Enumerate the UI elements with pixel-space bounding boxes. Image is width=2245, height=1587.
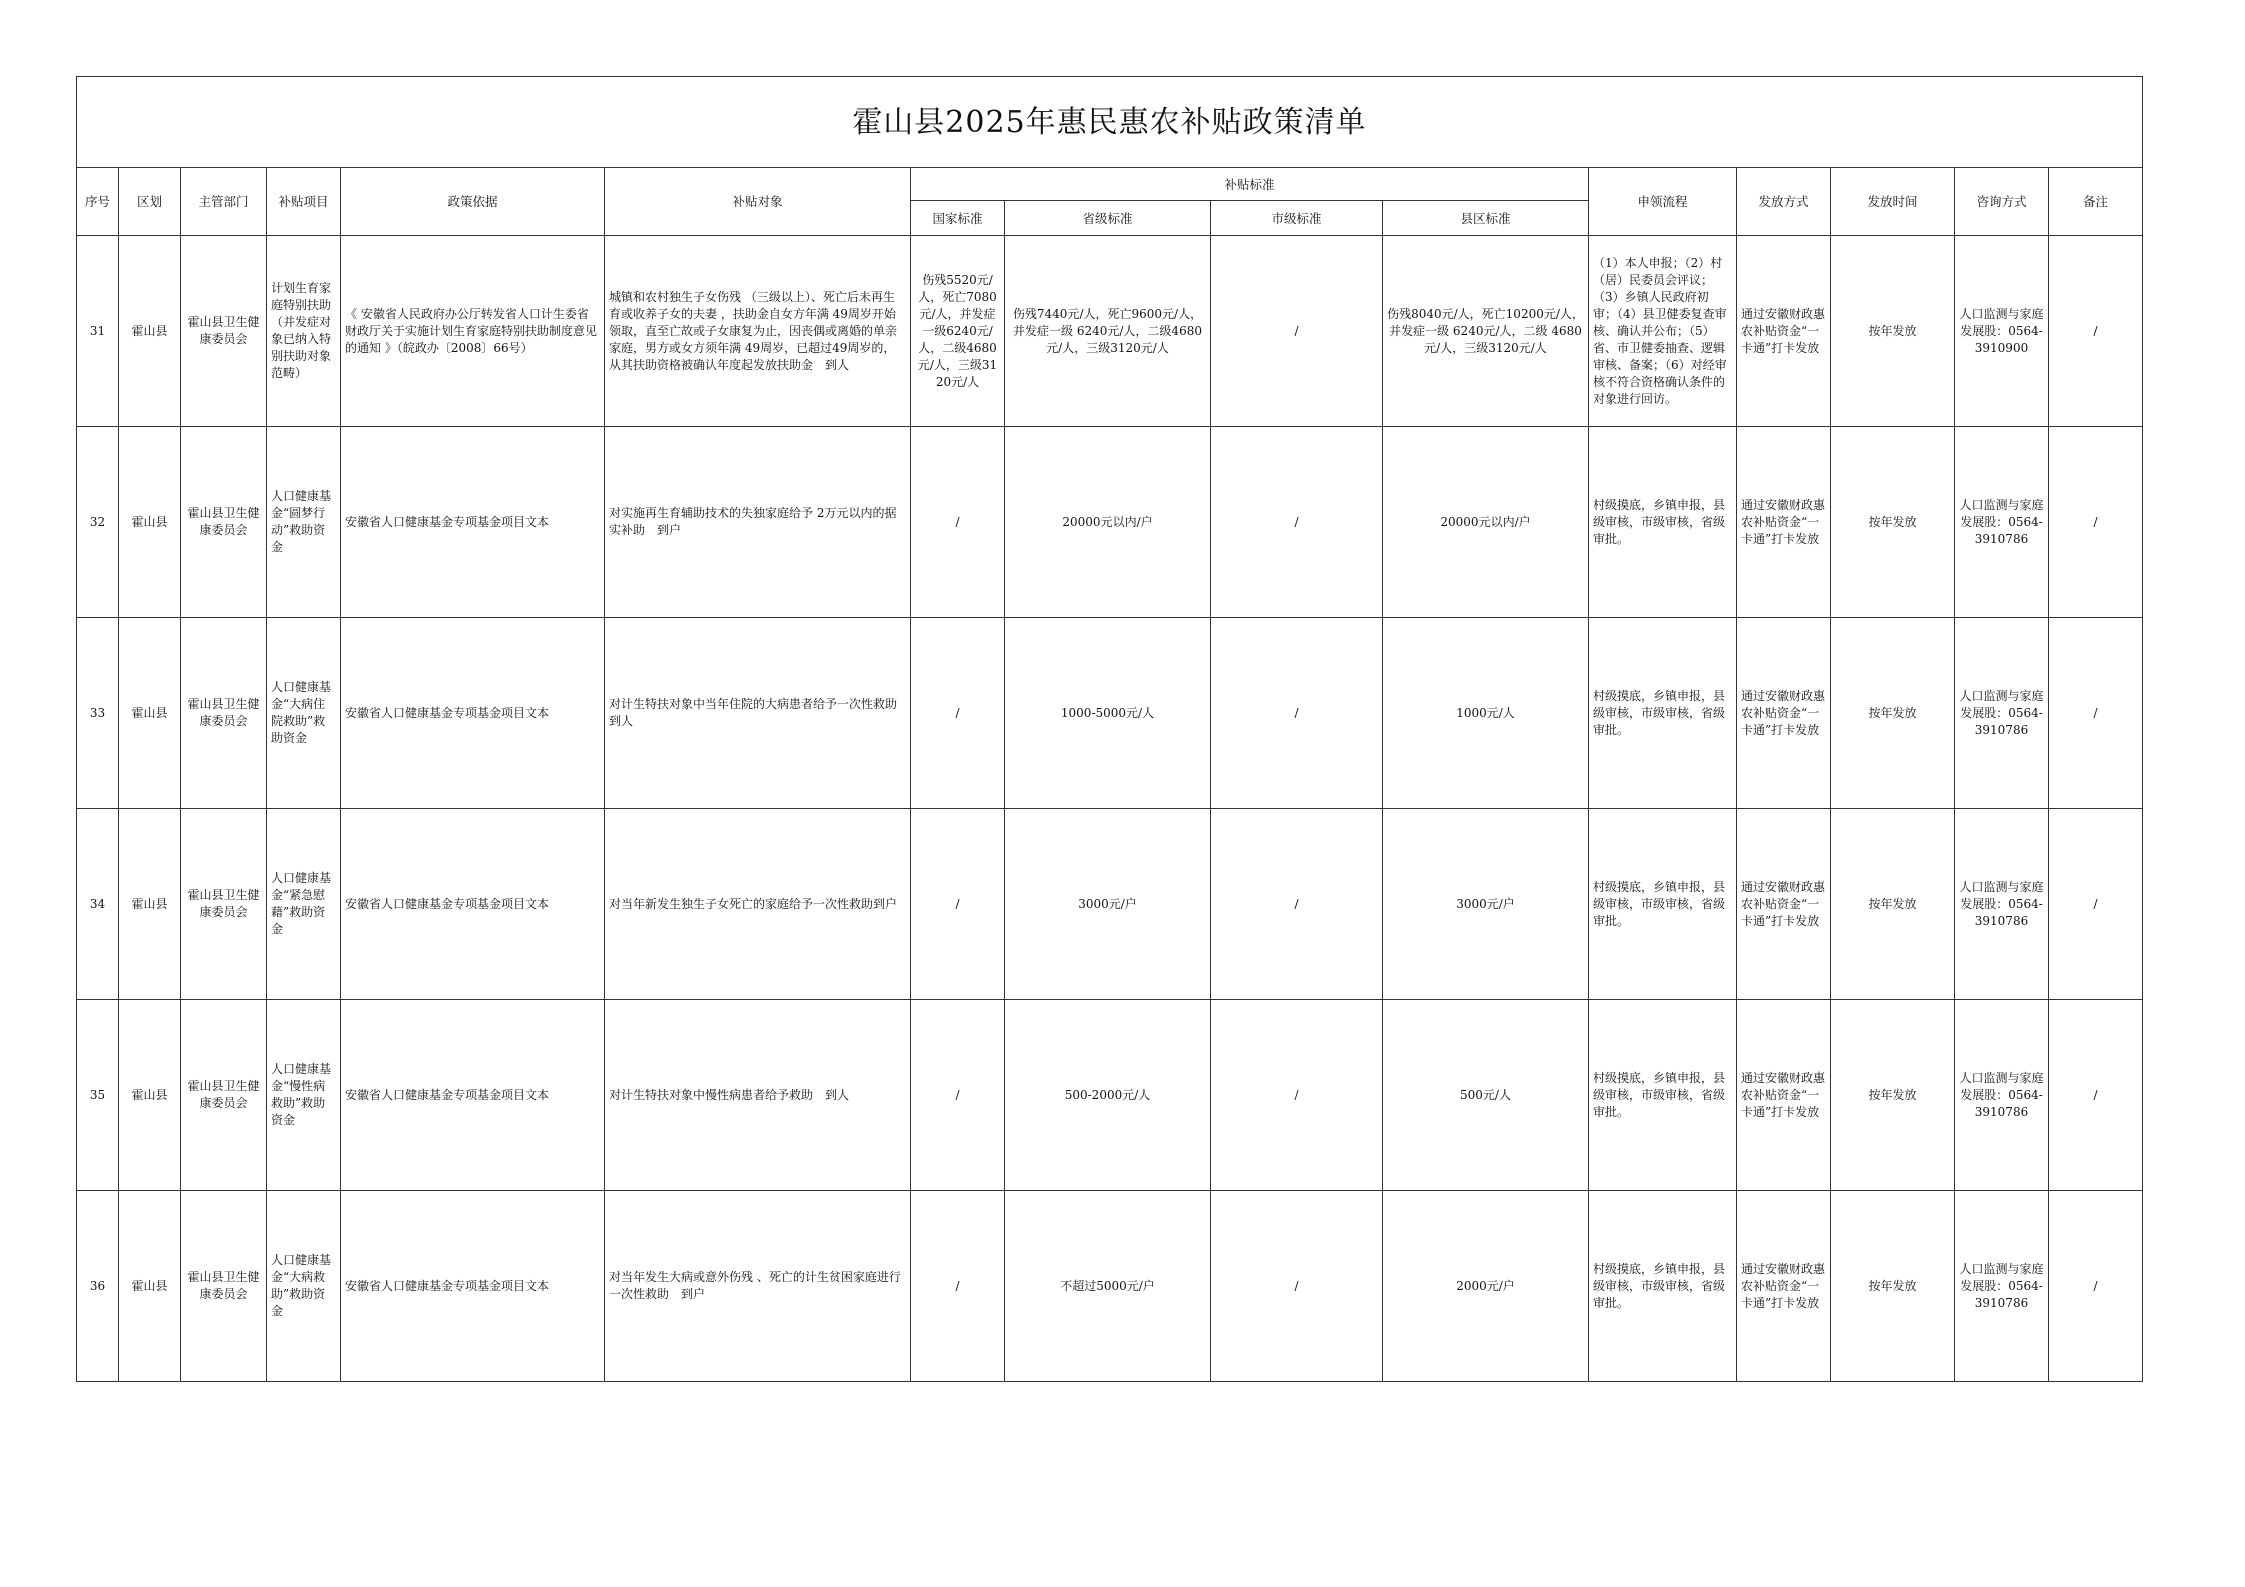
header-district: 区划: [119, 168, 181, 236]
header-department: 主管部门: [181, 168, 267, 236]
cell-index: 35: [77, 1000, 119, 1191]
cell-standard-national: /: [911, 427, 1005, 618]
cell-district: 霍山县: [119, 809, 181, 1000]
cell-project: 人口健康基金“大病住院救助”救助资金: [267, 618, 341, 809]
cell-contact: 人口监测与家庭发展股：0564-3910786: [1955, 809, 2049, 1000]
cell-department: 霍山县卫生健康委员会: [181, 236, 267, 427]
cell-project: 人口健康基金“大病救助”救助资金: [267, 1191, 341, 1382]
cell-contact: 人口监测与家庭发展股：0564-3910786: [1955, 427, 2049, 618]
cell-standard-city: /: [1211, 809, 1383, 1000]
cell-standard-county: 2000元/户: [1383, 1191, 1589, 1382]
header-time: 发放时间: [1831, 168, 1955, 236]
cell-index: 36: [77, 1191, 119, 1382]
cell-method: 通过安徽财政惠农补贴资金“一卡通”打卡发放: [1737, 1000, 1831, 1191]
cell-contact: 人口监测与家庭发展股：0564-3910786: [1955, 618, 2049, 809]
cell-note: /: [2049, 809, 2143, 1000]
cell-target: 对计生特扶对象中慢性病患者给予救助 到人: [605, 1000, 911, 1191]
cell-process: 村级摸底，乡镇申报，县级审核，市级审核，省级审批。: [1589, 1000, 1737, 1191]
cell-standard-national: /: [911, 618, 1005, 809]
cell-standard-city: /: [1211, 618, 1383, 809]
header-target: 补贴对象: [605, 168, 911, 236]
header-note: 备注: [2049, 168, 2143, 236]
page-title: 霍山县2025年惠民惠农补贴政策清单: [77, 77, 2143, 168]
table-body: [77, 236, 2143, 1382]
cell-department: 霍山县卫生健康委员会: [181, 1000, 267, 1191]
cell-index: 34: [77, 809, 119, 1000]
cell-time: 按年发放: [1831, 236, 1955, 427]
cell-process: （1）本人申报；（2）村（居）民委员会评议；（3）乡镇人民政府初审；（4）县卫健委复查审核、确认并公布；（5）省、市卫健委抽查、逻辑审核、备案；（6）对经审核不符合资格确认条件的对象进行回访。: [1589, 236, 1737, 427]
cell-project: 计划生育家庭特别扶助（并发症对象已纳入特别扶助对象范畴）: [267, 236, 341, 427]
cell-standard-county: 伤残8040元/人，死亡10200元/人，并发症一级 6240元/人，二级 4680元/人，三级3120元/人: [1383, 236, 1589, 427]
cell-district: 霍山县: [119, 427, 181, 618]
cell-index: 31: [77, 236, 119, 427]
cell-basis: 安徽省人口健康基金专项基金项目文本: [341, 1000, 605, 1191]
cell-project: 人口健康基金“紧急慰藉”救助资金: [267, 809, 341, 1000]
cell-method: 通过安徽财政惠农补贴资金“一卡通”打卡发放: [1737, 618, 1831, 809]
cell-contact: 人口监测与家庭发展股：0564-3910786: [1955, 1191, 2049, 1382]
header-standard-national: 国家标准: [911, 201, 1005, 236]
cell-time: 按年发放: [1831, 809, 1955, 1000]
header-index: 序号: [77, 168, 119, 236]
header-standard-county: 县区标准: [1383, 201, 1589, 236]
cell-index: 33: [77, 618, 119, 809]
cell-note: /: [2049, 1191, 2143, 1382]
cell-time: 按年发放: [1831, 427, 1955, 618]
policy-table: [76, 76, 2143, 1382]
cell-standard-city: /: [1211, 1191, 1383, 1382]
cell-standard-county: 20000元以内/户: [1383, 427, 1589, 618]
cell-standard-provincial: 3000元/户: [1005, 809, 1211, 1000]
cell-process: 村级摸底，乡镇申报，县级审核，市级审核，省级审批。: [1589, 1191, 1737, 1382]
cell-note: /: [2049, 236, 2143, 427]
cell-project: 人口健康基金“慢性病救助”救助资金: [267, 1000, 341, 1191]
cell-method: 通过安徽财政惠农补贴资金“一卡通”打卡发放: [1737, 427, 1831, 618]
policy-sheet: [76, 76, 2142, 1382]
cell-project: 人口健康基金“圆梦行动”救助资金: [267, 427, 341, 618]
cell-time: 按年发放: [1831, 1191, 1955, 1382]
cell-basis: 《 安徽省人民政府办公厅转发省人口计生委省财政厅关于实施计划生育家庭特别扶助制度意见的通知 》（皖政办〔2008〕66号）: [341, 236, 605, 427]
cell-process: 村级摸底，乡镇申报，县级审核，市级审核，省级审批。: [1589, 809, 1737, 1000]
cell-target: 城镇和农村独生子女伤残 （三级以上）、死亡后未再生育或收养子女的夫妻 ，扶助金自女方年满 49周岁开始领取，直至亡故或子女康复为止，因丧偶或离婚的单亲家庭，男方或女方须年满 49周岁，已超过49周岁的，从其扶助资格被确认年度起发放扶助金 到人: [605, 236, 911, 427]
table-row: [77, 236, 2143, 427]
cell-contact: 人口监测与家庭发展股：0564-3910786: [1955, 1000, 2049, 1191]
cell-method: 通过安徽财政惠农补贴资金“一卡通”打卡发放: [1737, 809, 1831, 1000]
cell-basis: 安徽省人口健康基金专项基金项目文本: [341, 1191, 605, 1382]
cell-index: 32: [77, 427, 119, 618]
cell-standard-national: 伤残5520元/人，死亡7080元/人，并发症一级6240元/人，二级4680元/人，三级3120元/人: [911, 236, 1005, 427]
cell-standard-county: 1000元/人: [1383, 618, 1589, 809]
cell-standard-city: /: [1211, 1000, 1383, 1191]
header-process: 申领流程: [1589, 168, 1737, 236]
cell-note: /: [2049, 1000, 2143, 1191]
cell-target: 对当年新发生独生子女死亡的家庭给予一次性救助到户: [605, 809, 911, 1000]
cell-contact: 人口监测与家庭发展股：0564-3910900: [1955, 236, 2049, 427]
table-row: [77, 1000, 2143, 1191]
header-standard-city: 市级标准: [1211, 201, 1383, 236]
cell-target: 对实施再生育辅助技术的失独家庭给予 2万元以内的据实补助 到户: [605, 427, 911, 618]
cell-note: /: [2049, 427, 2143, 618]
table-row: [77, 618, 2143, 809]
cell-method: 通过安徽财政惠农补贴资金“一卡通”打卡发放: [1737, 1191, 1831, 1382]
cell-standard-county: 500元/人: [1383, 1000, 1589, 1191]
header-standard-provincial: 省级标准: [1005, 201, 1211, 236]
cell-time: 按年发放: [1831, 618, 1955, 809]
cell-department: 霍山县卫生健康委员会: [181, 427, 267, 618]
cell-target: 对计生特扶对象中当年住院的大病患者给予一次性救助 到人: [605, 618, 911, 809]
cell-standard-national: /: [911, 1191, 1005, 1382]
header-contact: 咨询方式: [1955, 168, 2049, 236]
header-standard-group: 补贴标准: [911, 168, 1589, 201]
header-method: 发放方式: [1737, 168, 1831, 236]
cell-standard-city: /: [1211, 236, 1383, 427]
cell-target: 对当年发生大病或意外伤残 、死亡的计生贫困家庭进行一次性救助 到户: [605, 1191, 911, 1382]
cell-district: 霍山县: [119, 618, 181, 809]
cell-department: 霍山县卫生健康委员会: [181, 809, 267, 1000]
cell-note: /: [2049, 618, 2143, 809]
table-row: [77, 1191, 2143, 1382]
cell-basis: 安徽省人口健康基金专项基金项目文本: [341, 618, 605, 809]
cell-standard-provincial: 不超过5000元/户: [1005, 1191, 1211, 1382]
cell-standard-provincial: 伤残7440元/人，死亡9600元/人，并发症一级 6240元/人，二级4680元/人，三级3120元/人: [1005, 236, 1211, 427]
cell-department: 霍山县卫生健康委员会: [181, 1191, 267, 1382]
cell-standard-city: /: [1211, 427, 1383, 618]
cell-district: 霍山县: [119, 1191, 181, 1382]
cell-time: 按年发放: [1831, 1000, 1955, 1191]
table-header-row: [77, 168, 2143, 201]
cell-standard-county: 3000元/户: [1383, 809, 1589, 1000]
cell-district: 霍山县: [119, 1000, 181, 1191]
cell-standard-provincial: 500-2000元/人: [1005, 1000, 1211, 1191]
cell-standard-provincial: 20000元以内/户: [1005, 427, 1211, 618]
cell-process: 村级摸底，乡镇申报，县级审核，市级审核，省级审批。: [1589, 618, 1737, 809]
header-basis: 政策依据: [341, 168, 605, 236]
table-row: [77, 809, 2143, 1000]
cell-basis: 安徽省人口健康基金专项基金项目文本: [341, 427, 605, 618]
cell-department: 霍山县卫生健康委员会: [181, 618, 267, 809]
cell-standard-national: /: [911, 809, 1005, 1000]
table-row: [77, 427, 2143, 618]
header-project: 补贴项目: [267, 168, 341, 236]
cell-standard-provincial: 1000-5000元/人: [1005, 618, 1211, 809]
cell-method: 通过安徽财政惠农补贴资金“一卡通”打卡发放: [1737, 236, 1831, 427]
cell-standard-national: /: [911, 1000, 1005, 1191]
cell-district: 霍山县: [119, 236, 181, 427]
cell-basis: 安徽省人口健康基金专项基金项目文本: [341, 809, 605, 1000]
cell-process: 村级摸底，乡镇申报，县级审核，市级审核，省级审批。: [1589, 427, 1737, 618]
